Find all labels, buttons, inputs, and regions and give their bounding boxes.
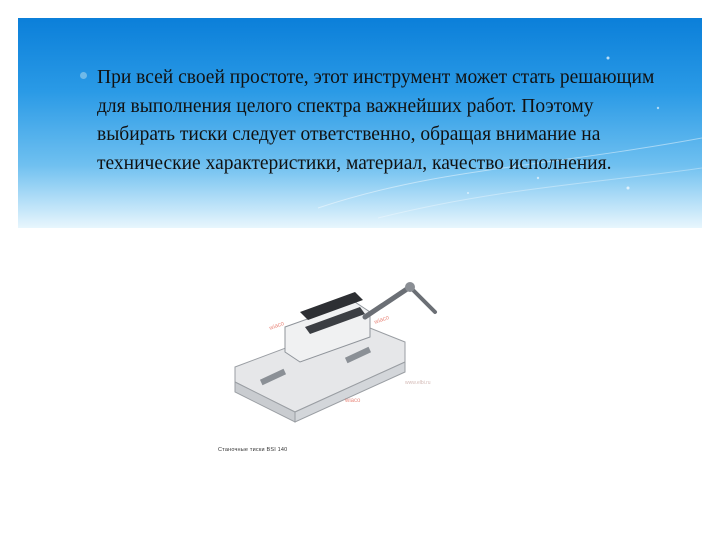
body-paragraph: При всей своей простоте, этот инструмент может стать решающим для выполнения целого спектра важнейших работ. Поэтому выбирать тиски следует ответственно, обращая внимание на технические характеристики, материал, качество исполнения. [97,67,655,174]
drill-press-vise-image [205,262,485,462]
bullet-marker [80,72,87,79]
svg-text:wiaco: wiaco [345,398,361,404]
svg-text:wiaco: wiaco [373,314,391,326]
svg-text:www.elbi.ru: www.elbi.ru [405,380,431,386]
watermark-icon: wiaco [268,320,286,332]
image-caption: Станочные тиски BSI 140 [218,447,288,453]
